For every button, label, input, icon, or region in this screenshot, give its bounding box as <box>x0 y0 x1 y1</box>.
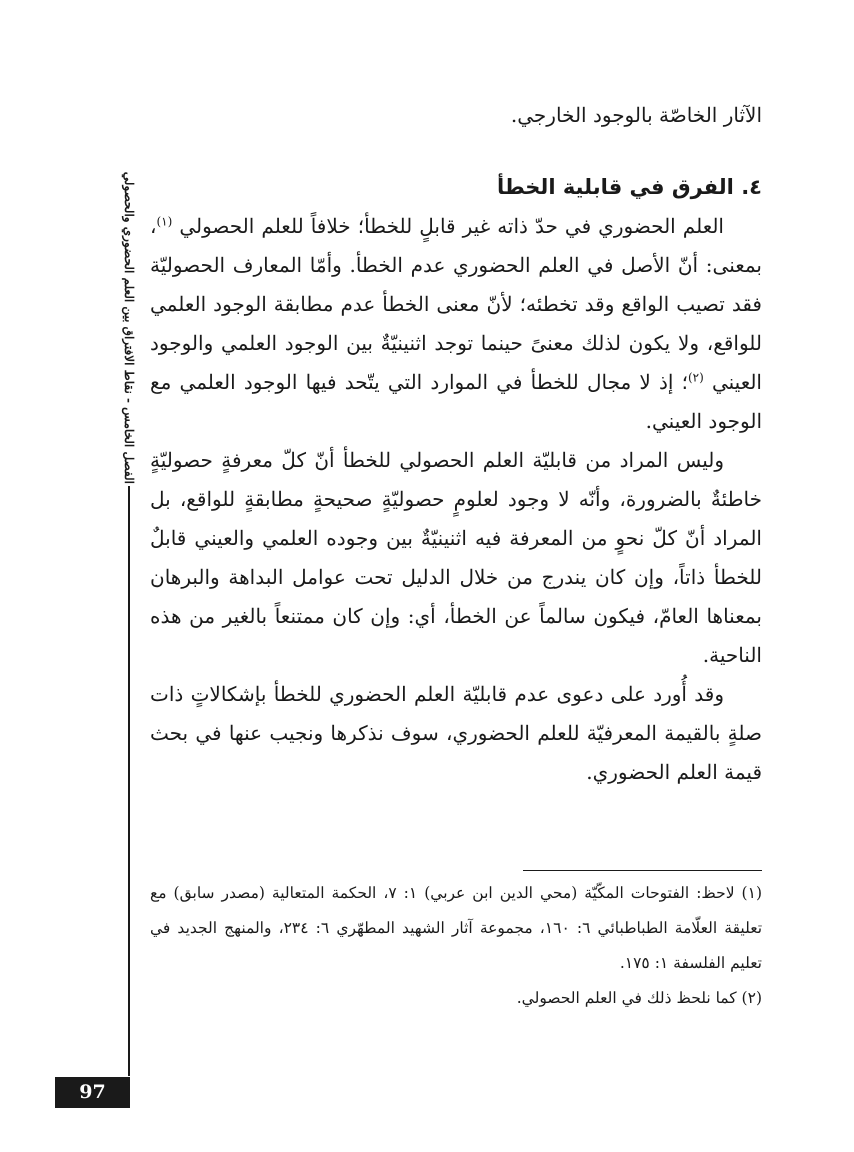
footnote-ref-1[interactable]: (١) <box>156 214 173 229</box>
main-text <box>150 96 762 792</box>
continued-line: الآثار الخاصّة بالوجود الخارجي. <box>510 103 762 127</box>
footnotes <box>150 876 762 1016</box>
footnote-ref-2[interactable]: (٢) <box>687 370 704 385</box>
section-heading: ٤. الفرق في قابلية الخطأ <box>496 175 762 199</box>
paragraph-1-part-1: العلم الحضوري في حدّ ذاته غير قابلٍ للخطأ؛ خلافاً للعلم الحصولي <box>172 214 724 238</box>
paragraph-1-part-2: ، بمعنى: أنّ الأصل في العلم الحضوري عدم الخطأ. وأمّا المعارف الحصوليّة فقد تصيب الواقع وقد تخطئه؛ لأنّ معنى الخطأ عدم مطابقة الوجود العلمي للواقع، ولا يكون لذلك معنىً حينما توجد اثنينيّةٌ بين الوجود العلمي والوجود العيني <box>150 214 763 394</box>
side-rule <box>128 486 130 1076</box>
footnote-2: (٢) كما نلحظ ذلك في العلم الحصولي. <box>516 989 762 1007</box>
footnote-divider <box>523 870 762 871</box>
running-header-text: الفصل الخامس - نقاط الافتراق بين العلم الحضوري والحصولي <box>122 171 136 484</box>
footnote-1: (١) لاحظ: الفتوحات المكّيّة (محي الدين ابن عربي) ١: ٧، الحكمة المتعالية (مصدر سابق) مع تعليقة العلّامة الطباطبائي ٦: ١٦٠، مجموعة آثار الشهيد المطهّري ٦: ٢٣٤، والمنهج الجديد في تعليم الفلسفة ١: ١٧٥. <box>150 884 763 972</box>
paragraph-3: وقد أُورد على دعوى عدم قابليّة العلم الحضوري للخطأ بإشكالاتٍ ذات صلةٍ بالقيمة المعرفيّة للعلم الحضوري، سوف نذكرها ونجيب عنها في بحث قيمة العلم الحضوري. <box>150 682 763 784</box>
running-header <box>118 84 140 484</box>
page-number: 97 <box>55 1077 130 1108</box>
paragraph-1 <box>150 207 762 441</box>
paragraph-2: وليس المراد من قابليّة العلم الحصولي للخطأ أنّ كلّ معرفةٍ حصوليّةٍ خاطئةٌ بالضرورة، وأنّه لا وجود لعلومٍ حصوليّةٍ صحيحةٍ مطابقةٍ للواقع، بل المراد أنّ كلّ نحوٍ من المعرفة فيه اثنينيّةٌ بين وجوده العلمي والعيني قابلٌ للخطأ ذاتاً، وإن كان يندرج من خلال الدليل تحت عوامل البداهة والبرهان بمعناها العامّ، فيكون سالماً عن الخطأ، أي: وإن كان ممتنعاً بالغير من هذه الناحية. <box>150 448 762 667</box>
paragraph-1-part-3: ؛ إذ لا مجال للخطأ في الموارد التي يتّحد فيها الوجود العلمي مع الوجود العيني. <box>150 370 762 433</box>
